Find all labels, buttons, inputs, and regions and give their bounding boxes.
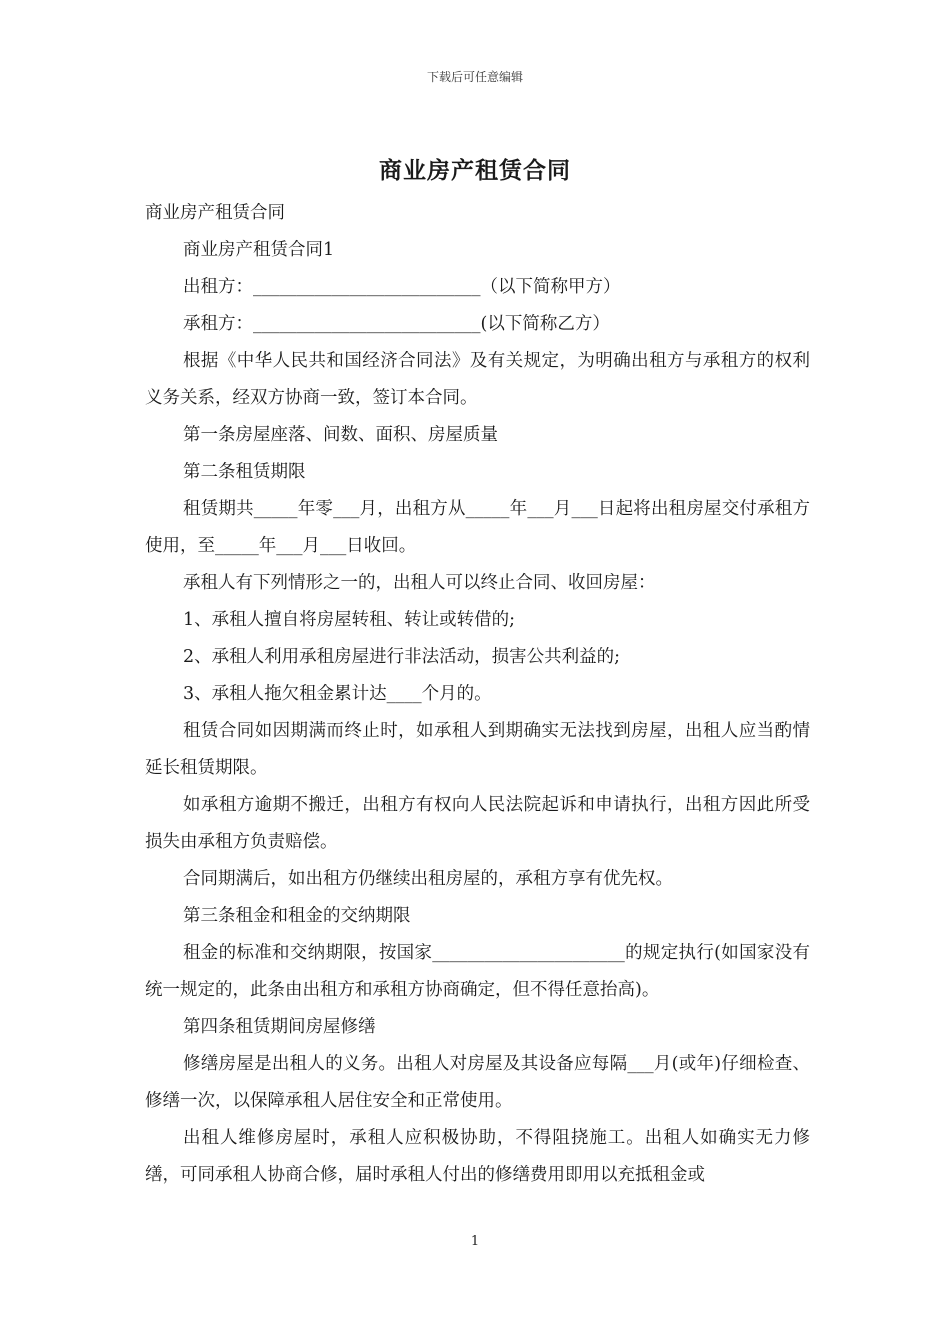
header-note: 下载后可任意编辑 [426,70,523,84]
document-title: 商业房产租赁合同 [379,157,571,184]
paragraph-subtitle: 商业房产租赁合同 [145,203,285,223]
paragraph-termination-conditions: 承租人有下列情形之一的，出租人可以终止合同、收回房屋： [183,573,656,593]
paragraph-contract-heading: 商业房产租赁合同1 [183,240,335,260]
paragraph-rent-standard: 租金的标准和交纳期限，按国家______________________的规定执行(如国家没有统一规定的，此条由出租方和承租方协商确定，但不得任意抬高)。 [145,943,810,1000]
paragraph-lessee-field: 承租方：__________________________(以下简称乙方） [183,314,610,334]
paragraph-priority: 合同期满后，如出租方仍继续出租房屋的，承租方享有优先权。 [183,869,673,889]
paragraph-repair-duty: 修缮房屋是出租人的义务。出租人对房屋及其设备应每隔___月(或年)仔细检查、修缮一次，以保障承租人居住安全和正常使用。 [145,1054,810,1111]
list-item-3: 3、承租人拖欠租金累计达____个月的。 [183,684,492,704]
page-number: 1 [470,1234,480,1249]
article-2-heading: 第二条租赁期限 [183,462,306,482]
article-1-heading: 第一条房屋座落、间数、面积、房屋质量 [183,425,498,445]
list-item-2: 2、承租人利用承租房屋进行非法活动，损害公共利益的; [183,647,621,667]
document-body [145,195,810,1194]
paragraph-extension: 租赁合同如因期满而终止时，如承租人到期确实无法找到房屋，出租人应当酌情延长租赁期限。 [145,721,810,778]
paragraph-overdue: 如承租方逾期不搬迁，出租方有权向人民法院起诉和申请执行，出租方因此所受损失由承租方负责赔偿。 [145,795,810,852]
paragraph-lessor-field: 出租方：__________________________（以下简称甲方） [183,277,621,297]
list-item-1: 1、承租人擅自将房屋转租、转让或转借的; [183,610,516,630]
article-3-heading: 第三条租金和租金的交纳期限 [183,906,411,926]
paragraph-preamble: 根据《中华人民共和国经济合同法》及有关规定，为明确出租方与承租方的权利义务关系，经双方协商一致，签订本合同。 [145,351,810,408]
paragraph-lease-term: 租赁期共_____年零___月，出租方从_____年___月___日起将出租房屋交付承租方使用，至_____年___月___日收回。 [145,499,810,556]
paragraph-repair-cooperation: 出租人维修房屋时，承租人应积极协助，不得阻挠施工。出租人如确实无力修缮，可同承租人协商合修，届时承租人付出的修缮费用即用以充抵租金或 [145,1128,810,1185]
article-4-heading: 第四条租赁期间房屋修缮 [183,1017,376,1037]
